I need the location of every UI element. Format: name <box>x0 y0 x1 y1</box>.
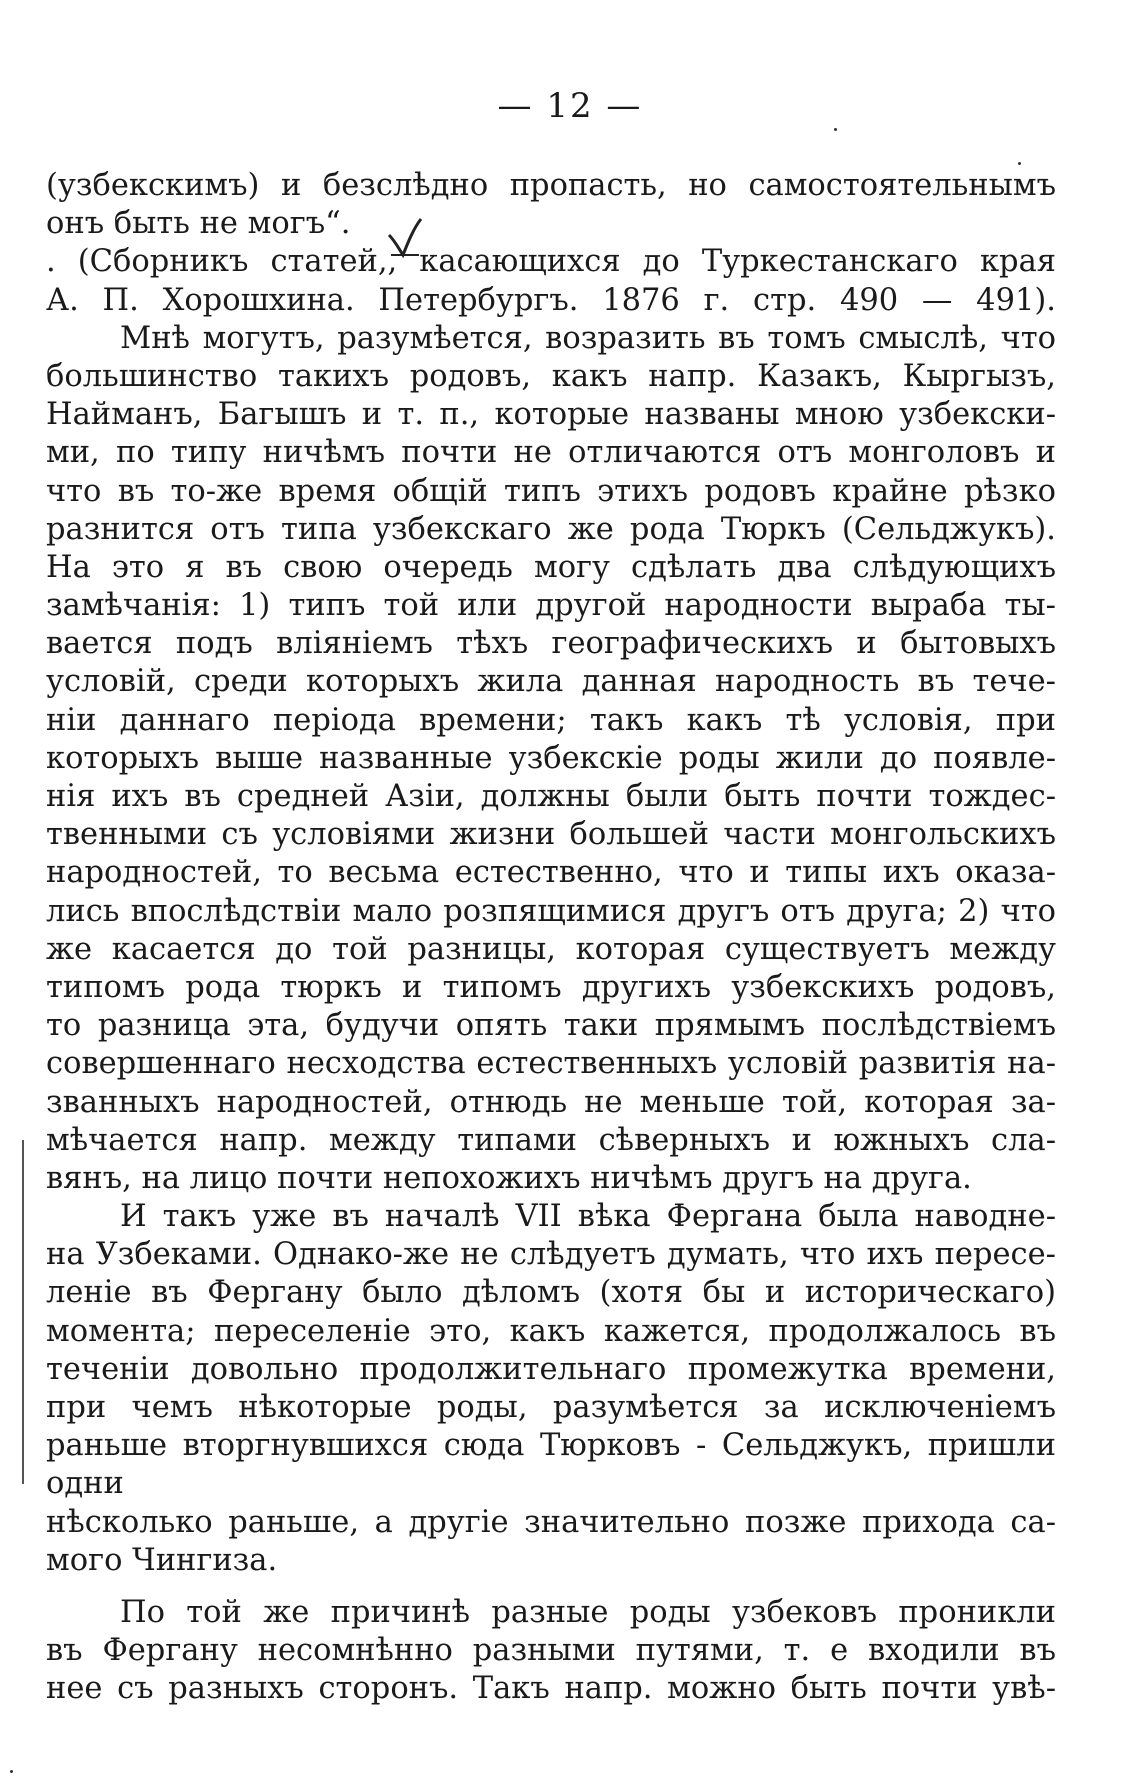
text-line: леніе въ Фергану было дѣломъ (хотя бы и историческаго) <box>46 1275 1056 1311</box>
text-line: лись впослѣдствіи мало розпящимися другъ отъ друга; 2) что <box>46 893 1056 929</box>
text-line: на Узбеками. Однако-же не слѣдуетъ думать, что ихъ пересе- <box>46 1237 1056 1273</box>
text-line: которыхъ выше названные узбекскіе роды жили до появле- <box>46 740 1056 776</box>
text-line: же касается до той разницы, которая существуетъ между <box>46 931 1056 967</box>
text-line: совершеннаго несходства естественныхъ условій развитія на- <box>46 1046 1056 1082</box>
text-line: народностей, то весьма естественно, что и типы ихъ оказа- <box>46 855 1056 891</box>
text-line: въ Фергану несомнѣнно разными путями, т. е входили въ <box>46 1633 1056 1669</box>
text-line: А. П. Хорошхина. Петербургъ. 1876 г. стр. 490 — 491). <box>46 282 1056 318</box>
paper-speck <box>10 1770 13 1773</box>
text-line: мого Чингиза. <box>46 1542 278 1578</box>
text-line: нѣсколько раньше, а другіе значительно позже прихода са- <box>46 1504 1056 1540</box>
text-line: твенными съ условіями жизни большей части монгольскихъ <box>46 817 1056 853</box>
text-line: нее съ разныхъ сторонъ. Такъ напр. можно быть почти увѣ- <box>46 1671 1056 1707</box>
text-line: Найманъ, Багышъ и т. п., которые названы мною узбекски- <box>46 397 1056 433</box>
text-line: По той же причинѣ разные роды узбековъ проникли <box>120 1594 1056 1630</box>
text-line: то разница эта, будучи опять таки прямымъ послѣдствіемъ <box>46 1008 1056 1044</box>
text-line: теченіи довольно продолжительнаго промежутка времени, <box>46 1351 1056 1387</box>
text-line: условій, среди которыхъ жила данная народность въ тече- <box>46 664 1056 700</box>
text-line: И такъ уже въ началѣ VII вѣка Фергана была наводне- <box>120 1199 1056 1235</box>
text-line: вается подъ вліяніемъ тѣхъ географическихъ и бытовыхъ <box>46 626 1056 662</box>
text-line: званныхъ народностей, отнюдь не меньше той, которая за- <box>46 1084 1056 1120</box>
text-line: мѣчается напр. между типами сѣверныхъ и южныхъ сла- <box>46 1122 1056 1158</box>
text-line: замѣчанія: 1) типъ той или другой народности выраба ты- <box>46 588 1056 624</box>
text-line: (узбекскимъ) и безслѣдно пропасть, но самостоятельнымъ <box>46 168 1056 203</box>
text-line: ми, по типу ничѣмъ почти не отличаются отъ монголовъ и <box>46 435 1056 471</box>
text-line: вянъ, на лицо почти непохожихъ ничѣмъ другъ на друга. <box>46 1160 972 1196</box>
text-line: На это я въ свою очередь могу сдѣлать два слѣдующихъ <box>46 549 1056 585</box>
page-number: — 12 — <box>497 86 643 126</box>
text-line: онъ быть не могъ“. <box>46 206 351 242</box>
text-line: большинство такихъ родовъ, какъ напр. Казакъ, Кыргызъ, <box>46 358 1056 394</box>
text-line: . (Сборникъ статей,, касающихся до Туркестанскаго края <box>46 244 1056 280</box>
text-line: нія ихъ въ средней Азіи, должны были быть почти тождес- <box>46 779 1056 814</box>
text-line: Мнѣ могутъ, разумѣется, возразить въ томъ смыслѣ, что <box>120 320 1056 356</box>
text-line: ніи даннаго періода времени; такъ какъ тѣ условія, при <box>46 702 1056 738</box>
text-line: разнится отъ типа узбекскаго же рода Тюркъ (Сельджукъ). <box>46 511 1056 547</box>
text-line: при чемъ нѣкоторые роды, разумѣется за исключеніемъ раньше вторгнувшихся сюда Тюрковъ - Сельджукъ, пришли одни <box>46 1390 1056 1502</box>
text-line: типомъ рода тюркъ и типомъ другихъ узбекскихъ родовъ, <box>46 969 1056 1005</box>
text-line: момента; переселеніе это, какъ кажется, продолжалось въ <box>46 1313 1056 1349</box>
paper-speck <box>834 128 837 131</box>
body-text <box>46 167 1056 1709</box>
margin-pencil-bracket <box>22 1140 24 1484</box>
paper-speck <box>1018 162 1021 165</box>
text-line: что въ то-же время общій типъ этихъ родовъ крайне рѣзко <box>46 473 1056 509</box>
